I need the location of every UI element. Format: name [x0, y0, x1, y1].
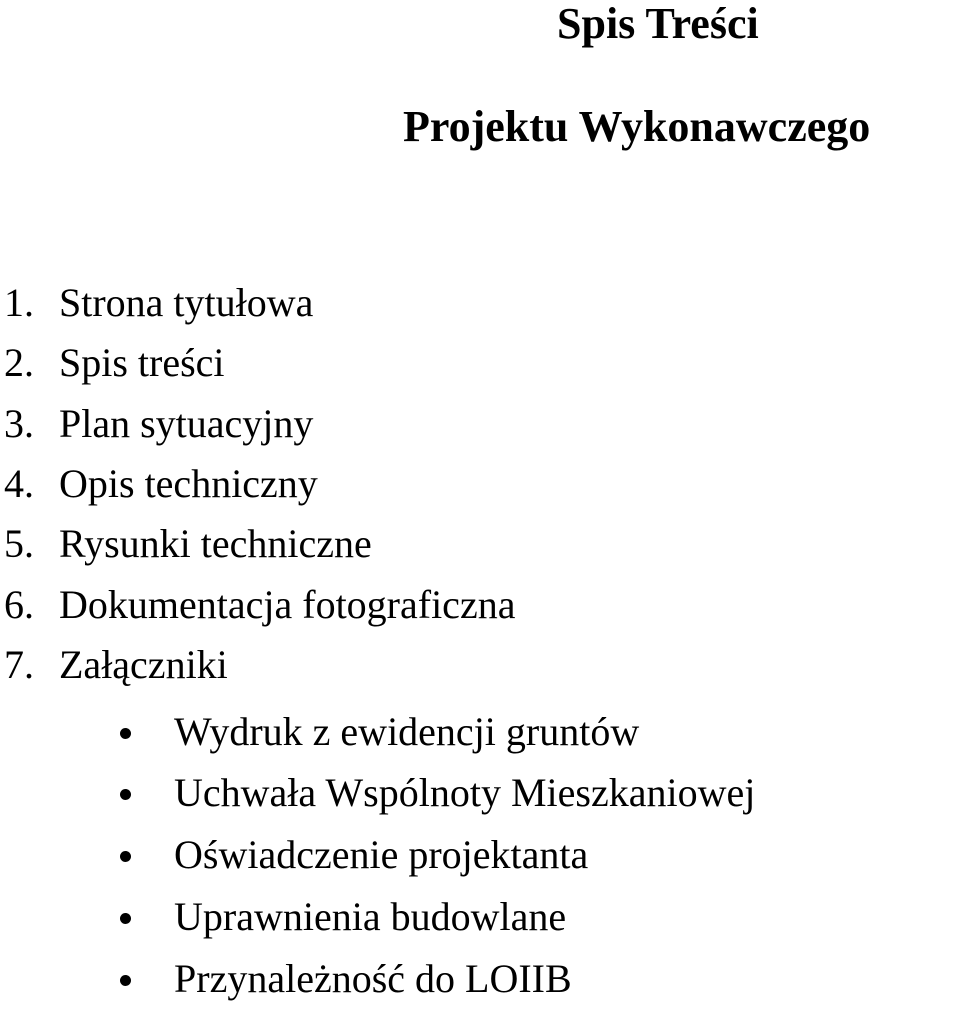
toc-item-label: Plan sytuacyjny	[59, 401, 314, 446]
toc-item-number: 2.	[4, 340, 34, 385]
toc-item	[4, 340, 225, 385]
toc-item-number: 4.	[4, 461, 34, 506]
toc-item-label: Rysunki techniczne	[59, 521, 372, 566]
bullet-icon	[120, 789, 131, 800]
page-title: Spis Treści	[557, 0, 759, 48]
toc-item	[4, 582, 516, 627]
attachment-label: Uprawnienia budowlane	[174, 894, 567, 939]
attachment-item	[120, 709, 640, 754]
bullet-icon	[120, 913, 131, 924]
toc-item-number: 7.	[4, 642, 34, 687]
attachment-label: Uchwała Wspólnoty Mieszkaniowej	[174, 770, 756, 815]
attachment-label: Wydruk z ewidencji gruntów	[174, 709, 640, 754]
attachment-item	[120, 832, 589, 877]
attachment-item	[120, 894, 567, 939]
toc-item-label: Opis techniczny	[59, 461, 318, 506]
toc-item-number: 1.	[4, 280, 34, 325]
toc-item	[4, 401, 314, 446]
bullet-icon	[120, 851, 131, 862]
attachment-label: Przynależność do LOIIB	[174, 956, 572, 1001]
toc-item	[4, 461, 318, 506]
attachment-item	[120, 956, 572, 1001]
toc-item-number: 3.	[4, 401, 34, 446]
toc-item-label: Załączniki	[59, 642, 228, 687]
attachment-item	[120, 770, 756, 815]
toc-item	[4, 642, 228, 687]
attachment-label: Oświadczenie projektanta	[174, 832, 589, 877]
toc-item-number: 6.	[4, 582, 34, 627]
page-subtitle: Projektu Wykonawczego	[403, 102, 871, 151]
toc-item	[4, 280, 314, 325]
bullet-icon	[120, 975, 131, 986]
toc-item-number: 5.	[4, 521, 34, 566]
toc-item-label: Spis treści	[59, 340, 225, 385]
bullet-icon	[120, 728, 131, 739]
toc-item-label: Dokumentacja fotograficzna	[59, 582, 516, 627]
toc-item-label: Strona tytułowa	[59, 280, 314, 325]
toc-item	[4, 521, 372, 566]
